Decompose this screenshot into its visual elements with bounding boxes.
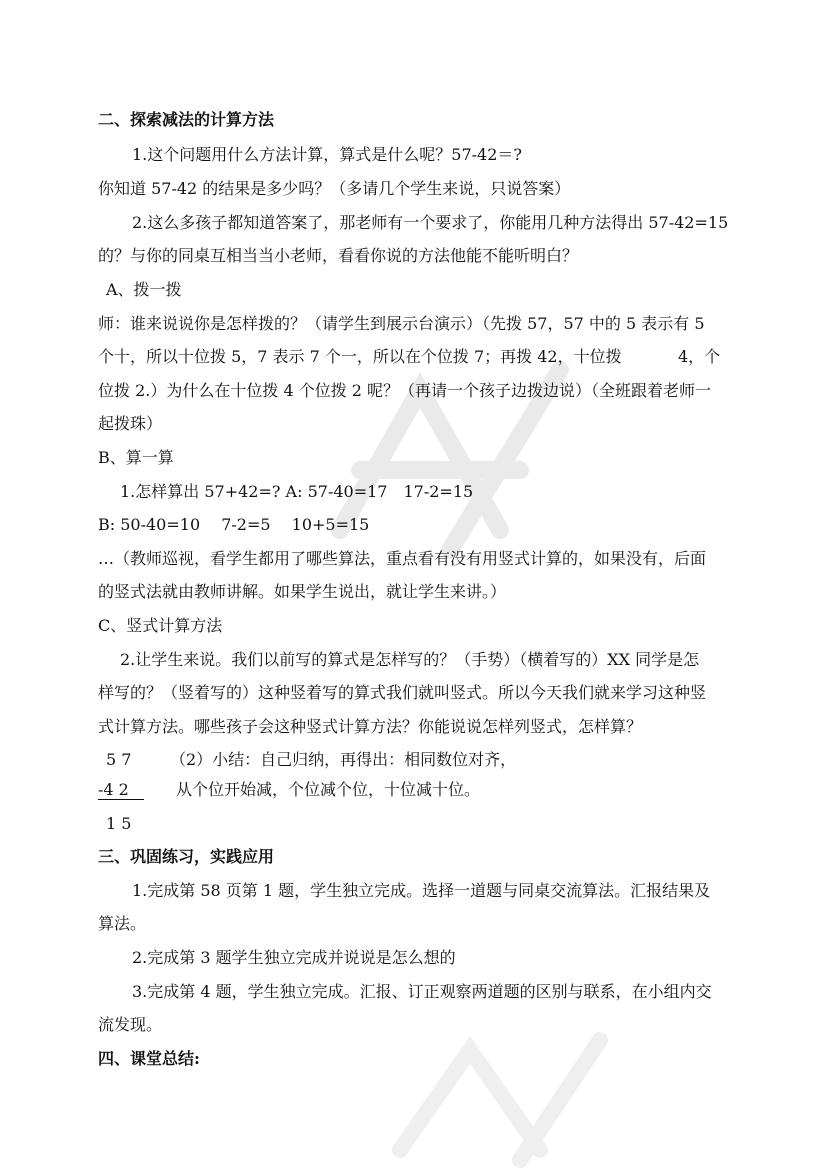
subsection-a-line-1: 师：谁来说说你是怎样拨的？（请学生到展示台演示）（先拨 57，57 中的 5 表示有 5 xyxy=(98,314,705,333)
vertical-calc-top-number: 5 7 xyxy=(106,750,132,769)
subsection-a-line-2-tail: 4，个 xyxy=(678,347,721,366)
subsection-c-line-2: 样写的？（竖着写的）这种竖着写的算式我们就叫竖式。所以今天我们就来学习这种竖 xyxy=(98,683,707,702)
watermark-logo-bottom xyxy=(380,1030,620,1170)
paragraph-2-line-1: 2.这么多孩子都知道答案了，那老师有一个要求了，你能用几种方法得出 57-42=15 xyxy=(132,213,729,232)
exercise-1-line-2: 算法。 xyxy=(98,914,147,933)
section-3-heading: 三、巩固练习，实践应用 xyxy=(98,847,275,866)
section-4-heading: 四、课堂总结: xyxy=(98,1049,200,1068)
vertical-calc-result: 1 5 xyxy=(106,814,132,833)
vertical-calc-rule xyxy=(98,799,144,800)
subsection-a-line-2: 个十，所以十位拨 5，7 表示 7 个一，所以在个位拨 7；再拨 42，十位拨 xyxy=(98,347,622,366)
paragraph-2-line-2: 的？与你的同桌互相当当小老师，看看你说的方法他能不能听明白？ xyxy=(98,246,579,265)
exercise-1-line-1: 1.完成第 58 页第 1 题，学生独立完成。选择一道题与同桌交流算法。汇报结果及 xyxy=(132,881,711,900)
subsection-c-heading: C、竖式计算方法 xyxy=(98,616,223,635)
subsection-b-line-3: …（教师巡视，看学生都用了哪些算法，重点看有没有用竖式计算的，如果没有，后面 xyxy=(98,549,707,568)
exercise-3-line-1: 3.完成第 4 题，学生独立完成。汇报、订正观察两道题的区别与联系，在小组内交 xyxy=(132,982,712,1001)
exercise-2-line-1: 2.完成第 3 题学生独立完成并说说是怎么想的 xyxy=(132,948,456,967)
paragraph-1-line-1: 1.这个问题用什么方法计算，算式是什么呢？57-42＝? xyxy=(132,145,522,164)
summary-text-line-2: 从个位开始减，个位减个位，十位减十位。 xyxy=(176,780,481,799)
subsection-c-line-3: 式计算方法。哪些孩子会这种竖式计算方法？你能说说怎样列竖式，怎样算？ xyxy=(98,717,643,736)
paragraph-1-line-2: 你知道 57-42 的结果是多少吗？（多请几个学生来说，只说答案） xyxy=(98,179,571,198)
vertical-calc-subtrahend: -4 2 xyxy=(98,780,129,799)
subsection-a-line-4: 起拨珠） xyxy=(98,414,163,433)
subsection-b-heading: B、算一算 xyxy=(98,448,174,467)
subsection-a-line-3: 位拨 2.）为什么在十位拨 4 个位拨 2 呢？（再请一个孩子边拨边说）（全班跟着老师一 xyxy=(98,381,712,400)
subsection-b-line-2: B: 50-40=10 7-2=5 10+5=15 xyxy=(98,515,370,534)
exercise-3-line-2: 流发现。 xyxy=(98,1015,163,1034)
section-2-heading: 二、探索减法的计算方法 xyxy=(98,110,275,129)
subsection-c-line-1: 2.让学生来说。我们以前写的算式是怎样写的？（手势）（横着写的）XX 同学是怎 xyxy=(120,650,700,669)
subsection-b-line-4: 的竖式法就由教师讲解。如果学生说出，就让学生来讲。） xyxy=(98,582,507,601)
subsection-b-line-1: 1.怎样算出 57+42=? A: 57-40=17 17-2=15 xyxy=(120,482,474,501)
subsection-a-heading: A、拨一拨 xyxy=(106,280,182,299)
summary-text-line-1: （2）小结：自己归纳，再得出：相同数位对齐， xyxy=(170,750,517,769)
